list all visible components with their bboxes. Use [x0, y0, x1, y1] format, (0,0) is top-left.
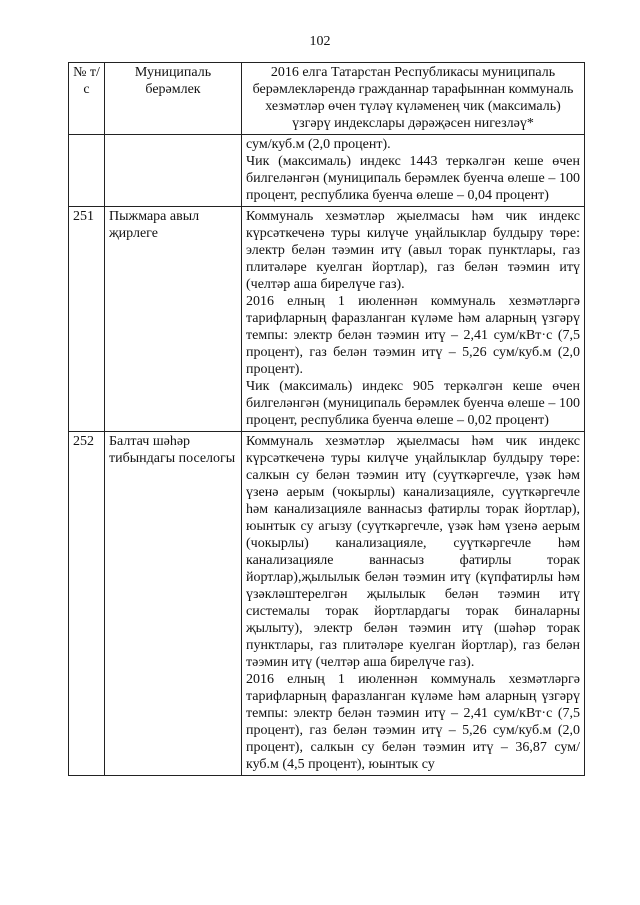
table-row [69, 207, 585, 432]
paragraph: Коммуналь хезмәтләр җыелмасы һәм чик индекс күрсәткеченә туры килүче уңайлыклар булдыру төре: электр белән тәэмин итү (авыл торак пунктлары, газ плитәләре куелган йортлар), газ белән тәэмин итү (челтәр аша бирелүче газ). [246, 209, 580, 292]
paragraph: 2016 елның 1 июленнән коммуналь хезмәтләргә тарифларның фаразланган күләме һәм аларның үзгәрү темпы: электр белән тәэмин итү – 2,41 сум/кВт·с (7,5 процент), газ белән тәэмин итү – 5,26 сум/куб.м (2,0 процент). [246, 294, 580, 377]
row-num: 251 [69, 207, 105, 432]
paragraph: Чик (максималь) индекс 1443 теркәлгән кеше өчен билгеләнгән (муниципаль берәмлек буенча өлеше – 100 процент, республика буенча өлеше – 0,04 процент) [246, 154, 580, 203]
table-row [69, 432, 585, 776]
row-municipality: Пыжмара авыл җирлеге [105, 207, 242, 432]
row-municipality: Балтач шәһәр тибындагы поселогы [105, 432, 242, 776]
paragraph: Коммуналь хезмәтләр җыелмасы һәм чик индекс күрсәткеченә туры килүче уңайлыклар булдыру төре: салкын су белән тәэмин итү (суүткәргечле, үзәк һәм үзенә аерым (чокырлы) канализацияле, суүткәргечле һәм канализацияле ваннасыз фатирлы торак йортлар), юынтык су агызу (суүткәргечле, үзәк һәм үзенә аерым (чокырлы) канализацияле, суүткәргечле һәм канализацияле ваннасыз фатирлы торак йортлар),җылылык белән тәэмин итү (күпфатирлы һәм үзәкләштерелгән җылылык белән тәэмин итү системалы торак йортлардагы торак биналарны җылыту), электр белән тәэмин итү (шәһәр торак пунктлары, газ плитәләре куелган йортлар), газ белән тәэмин итү (челтәр аша бирелүче газ). [246, 434, 580, 670]
page-number: 102 [309, 34, 331, 49]
row-description [242, 207, 585, 432]
header-num: № т/с [69, 63, 105, 135]
row-description [242, 432, 585, 776]
header-description: 2016 елга Татарстан Республикасы муниципаль берәмлекләрендә гражданнар тарафыннан коммуналь хезмәтләр өчен түләү күләменең чик (максималь) үзгәрү индекслары дәрәҗәсен нигезләү* [242, 63, 585, 135]
row-municipality [105, 135, 242, 207]
paragraph: сум/куб.м (2,0 процент). [246, 137, 391, 152]
table-row [69, 135, 585, 207]
tariff-table [68, 62, 585, 776]
header-municipality: Муниципаль берәмлек [105, 63, 242, 135]
paragraph: 2016 елның 1 июленнән коммуналь хезмәтләргә тарифларның фаразланган күләме һәм аларның үзгәрү темпы: электр белән тәэмин итү – 2,41 сум/кВт·с (7,5 процент), газ белән тәэмин итү – 5,26 сум/куб.м (2,0 процент), салкын су белән тәэмин итү – 36,87 сум/куб.м (4,5 процент), юынтык су [246, 672, 580, 772]
row-num [69, 135, 105, 207]
paragraph: Чик (максималь) индекс 905 теркәлгән кеше өчен билгеләнгән (муниципаль берәмлек буенча өлеше – 100 процент, республика буенча өлеше – 0,02 процент) [246, 379, 580, 428]
row-num: 252 [69, 432, 105, 776]
row-description [242, 135, 585, 207]
table-header-row [69, 63, 585, 135]
